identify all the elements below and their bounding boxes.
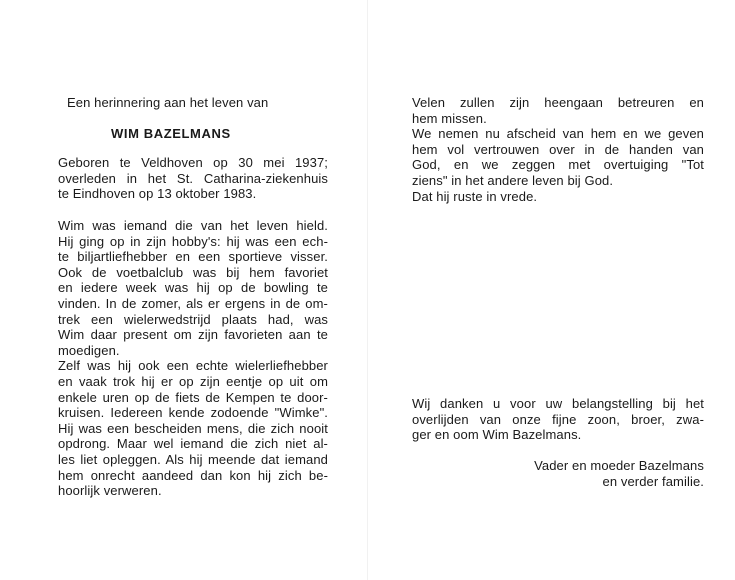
- text-line: te biljartliefhebber en een sportieve visser.: [58, 249, 328, 265]
- story-block: [58, 218, 328, 499]
- text-line: Wim daar present om zijn favorieten aan te: [58, 327, 328, 343]
- signature-line: Vader en moeder Bazelmans: [534, 458, 704, 473]
- text-line: Ook de voetbalclub was bij hem favoriet: [58, 264, 328, 280]
- text-line: moedigen.: [58, 342, 120, 358]
- text-line: overleden in het St. Catharina-ziekenhuis: [58, 170, 328, 186]
- text-line: ziens" in het andere leven bij God.: [412, 172, 614, 188]
- thanks-block: [412, 396, 704, 443]
- text-line: hoorlijk verweren.: [58, 483, 162, 499]
- text-line: trek een wielerwedstrijd plaats had, was: [58, 311, 328, 327]
- text-line: en iedere week was hij op de bowling te: [58, 280, 328, 296]
- text-line: overlijden van onze fijne zoon, broer, zwa-: [412, 411, 704, 427]
- signature-block: [412, 458, 704, 489]
- text-line: Dat hij ruste in vrede.: [412, 188, 538, 204]
- text-line: Zelf was hij ook een echte wielerliefhebber: [58, 358, 328, 374]
- text-line: hem missen.: [412, 110, 487, 126]
- text-line: te Eindhoven op 13 oktober 1983.: [58, 186, 257, 202]
- text-line: en vaak trok hij er op zijn eentje op uit om: [58, 373, 328, 389]
- text-line: kruisen. Iedereen kende zodoende "Wimke".: [58, 405, 328, 421]
- text-line: We nemen nu afscheid van hem en we geven: [412, 126, 704, 142]
- intro-text: Een herinnering aan het leven van: [67, 95, 269, 110]
- birth-death-block: [58, 155, 328, 202]
- text-line: vinden. In de zomer, als er ergens in de om-: [58, 295, 328, 311]
- text-line: Velen zullen zijn heengaan betreuren en: [412, 95, 704, 110]
- fold-line: [367, 0, 368, 580]
- text-line: Wim was iemand die van het leven hield.: [58, 218, 328, 233]
- deceased-name: WIM BAZELMANS: [111, 126, 231, 141]
- signature-line: en verder familie.: [602, 473, 704, 489]
- text-line: Wij danken u voor uw belangstelling bij het: [412, 396, 704, 411]
- text-line: hem vol vertrouwen over in de handen van: [412, 141, 704, 157]
- text-line: ger en oom Wim Bazelmans.: [412, 427, 582, 443]
- text-line: enkele uren op de fiets de Kempen te door-: [58, 389, 328, 405]
- text-line: Hij ging op in zijn hobby's: hij was een ech-: [58, 233, 328, 249]
- text-line: les liet opleggen. Als hij meende dat iemand: [58, 451, 328, 467]
- text-line: hem onrecht aandeed dan kon hij zich be-: [58, 467, 328, 483]
- farewell-block: [412, 95, 704, 204]
- text-line: Geboren te Veldhoven op 30 mei 1937;: [58, 155, 328, 170]
- text-line: Hij was een bescheiden mens, die zich nooit: [58, 420, 328, 436]
- text-line: opdrong. Maar wel iemand die zich niet al-: [58, 436, 328, 452]
- text-line: God, en we zeggen met overtuiging "Tot: [412, 157, 704, 173]
